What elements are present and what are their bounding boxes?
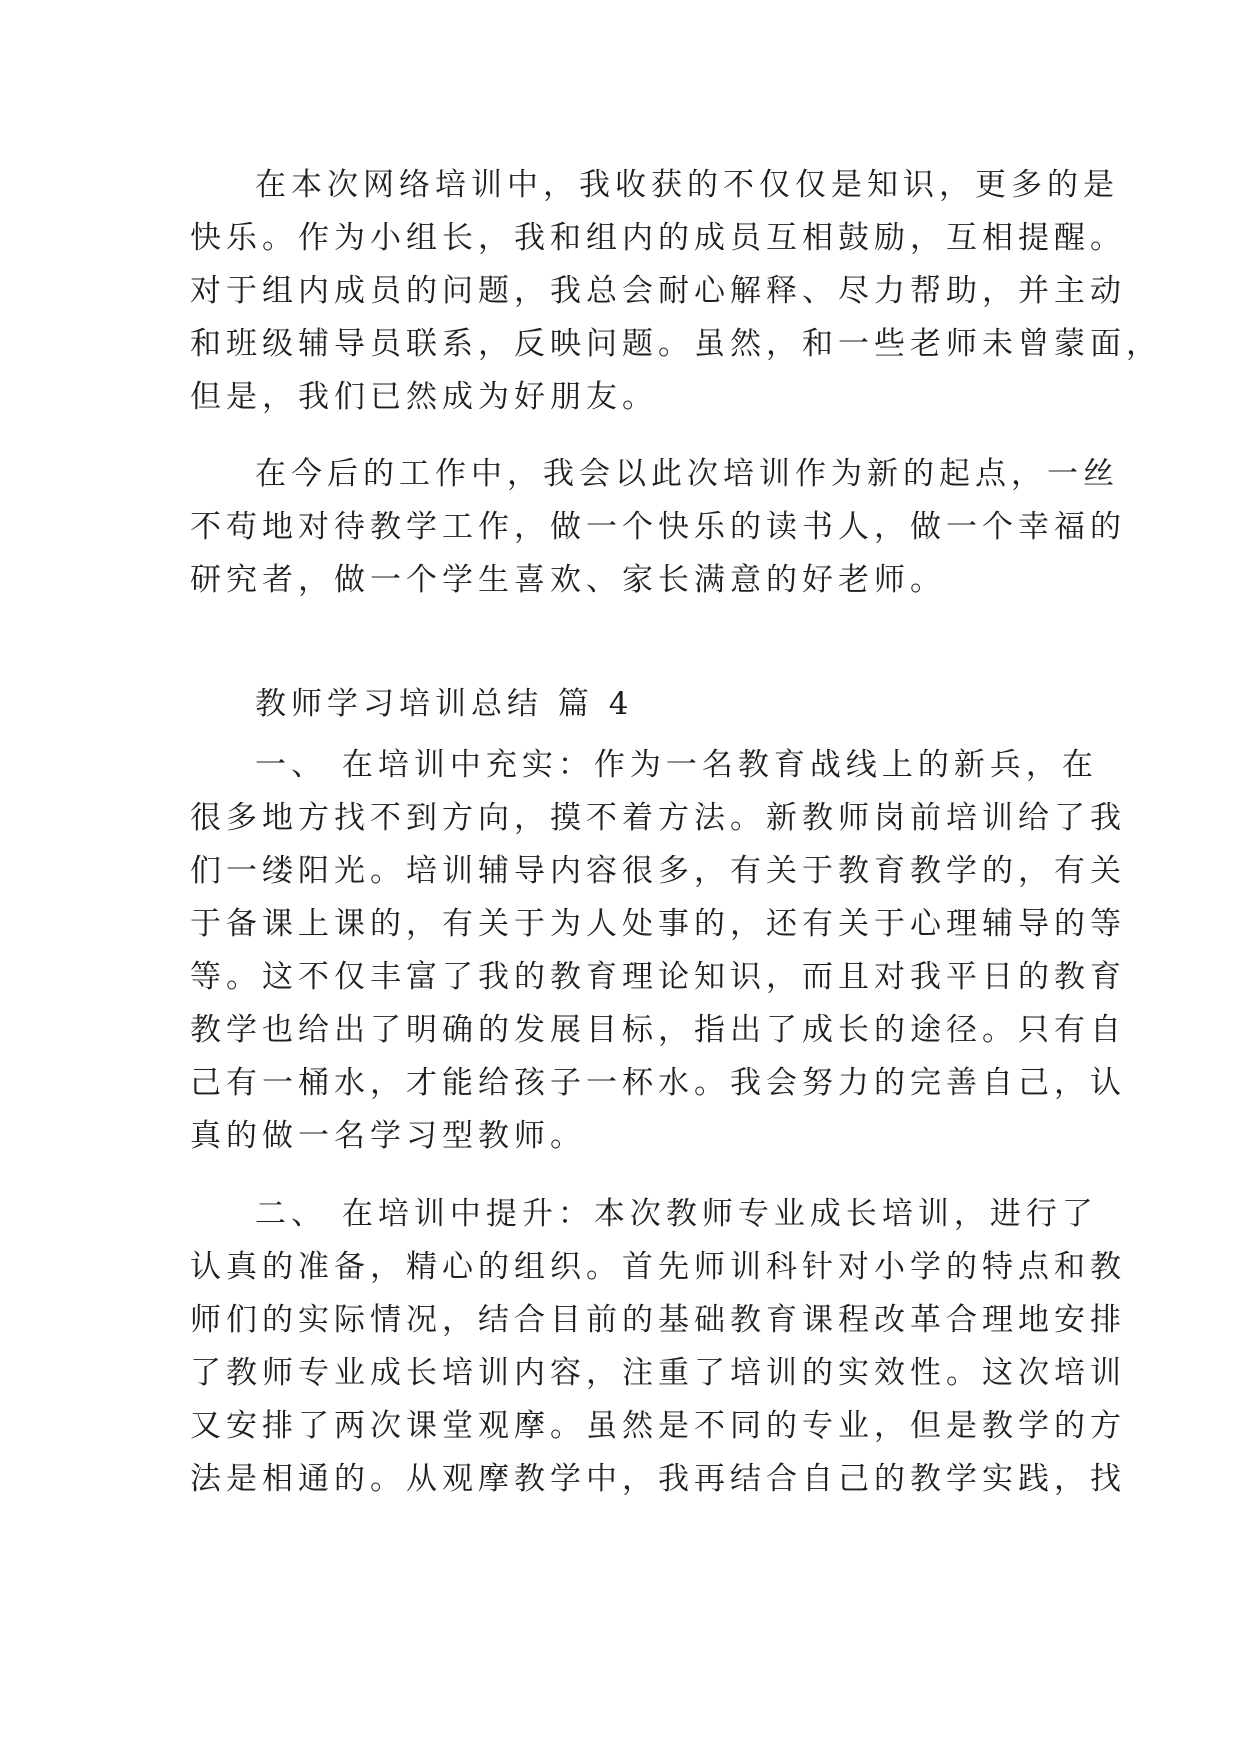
section-paragraph-2-line-6: 法是相通的。从观摩教学中，我再结合自己的教学实践，找 [190,1461,1126,1497]
section-paragraph-2-line-2: 认真的准备，精心的组织。首先师训科针对小学的特点和教 [190,1249,1126,1285]
section-paragraph-1-line-2: 很多地方找不到方向，摸不着方法。新教师岗前培训给了我 [190,800,1126,836]
section-paragraph-1-line-4: 于备课上课的，有关于为人处事的，还有关于心理辅导的等 [190,906,1126,942]
section-paragraph-2-line-4: 了教师专业成长培训内容，注重了培训的实效性。这次培训 [190,1355,1126,1391]
section-paragraph-1-line-1: 一、 在培训中充实：作为一名教育战线上的新兵，在 [255,747,1098,783]
paragraph-1-line-2: 快乐。作为小组长，我和组内的成员互相鼓励，互相提醒。 [190,220,1126,256]
section-paragraph-2-line-1: 二、 在培训中提升：本次教师专业成长培训，进行了 [255,1196,1098,1232]
paragraph-1-line-5: 但是，我们已然成为好朋友。 [190,379,658,415]
paragraph-1-line-1: 在本次网络培训中，我收获的不仅仅是知识，更多的是 [255,167,1119,203]
paragraph-2-line-3: 研究者，做一个学生喜欢、家长满意的好老师。 [190,562,946,598]
paragraph-2-line-1: 在今后的工作中，我会以此次培训作为新的起点，一丝 [255,456,1119,492]
section-paragraph-1-line-7: 己有一桶水，才能给孩子一杯水。我会努力的完善自己，认 [190,1065,1126,1101]
section-title: 教师学习培训总结 篇 4 [255,686,634,722]
paragraph-2-line-2: 不苟地对待教学工作，做一个快乐的读书人，做一个幸福的 [190,509,1126,545]
section-paragraph-2-line-3: 师们的实际情况，结合目前的基础教育课程改革合理地安排 [190,1302,1126,1338]
paragraph-1-line-3: 对于组内成员的问题，我总会耐心解释、尽力帮助，并主动 [190,273,1126,309]
section-paragraph-1-line-8: 真的做一名学习型教师。 [190,1118,586,1154]
section-paragraph-1-line-6: 教学也给出了明确的发展目标，指出了成长的途径。只有自 [190,1012,1126,1048]
paragraph-1-line-4: 和班级辅导员联系，反映问题。虽然，和一些老师未曾蒙面， [190,326,1162,362]
section-paragraph-1-line-3: 们一缕阳光。培训辅导内容很多，有关于教育教学的，有关 [190,853,1126,889]
section-paragraph-1-line-5: 等。这不仅丰富了我的教育理论知识，而且对我平日的教育 [190,959,1126,995]
section-paragraph-2-line-5: 又安排了两次课堂观摩。虽然是不同的专业，但是教学的方 [190,1408,1126,1444]
